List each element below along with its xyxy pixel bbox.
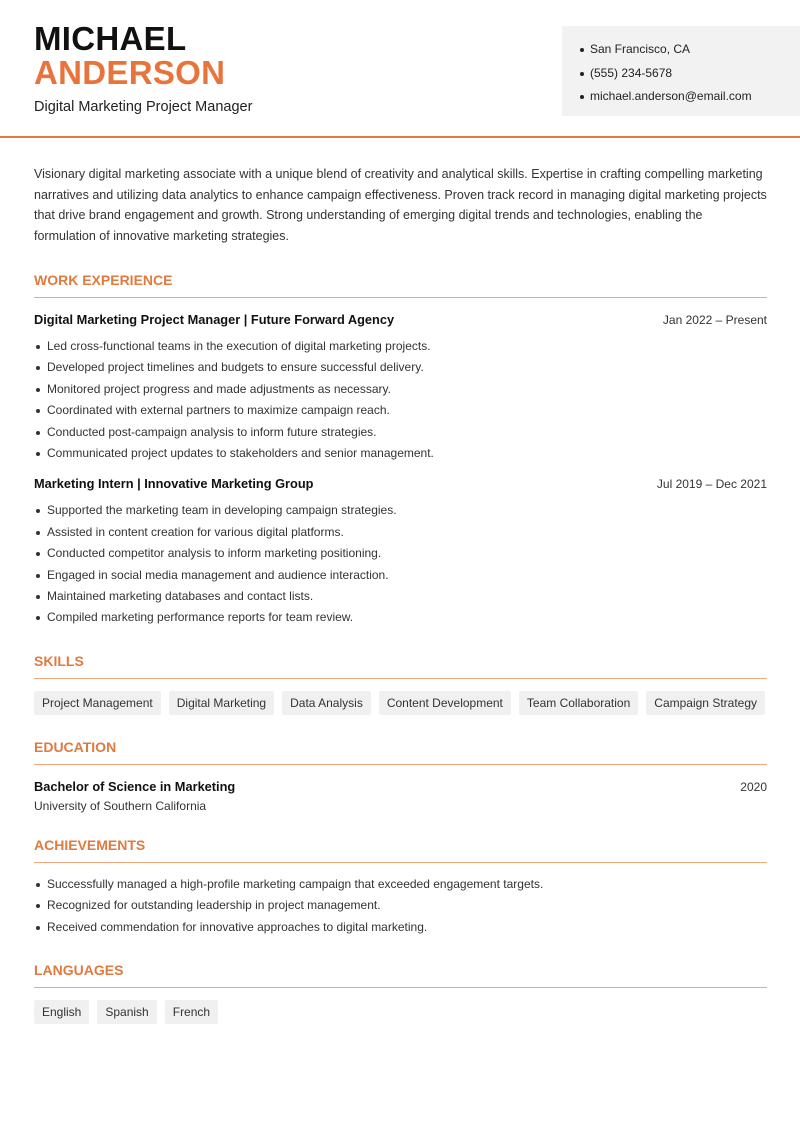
skill-tag: Project Management: [34, 691, 161, 715]
skill-tag: Data Analysis: [282, 691, 371, 715]
section-title-languages: LANGUAGES: [34, 962, 767, 988]
achievement-item: Recognized for outstanding leadership in project management.: [34, 895, 767, 916]
job-role: Digital Marketing Project Manager | Future Forward Agency: [34, 312, 395, 327]
languages-list: [34, 1000, 767, 1024]
job-bullet: Conducted competitor analysis to inform marketing positioning.: [34, 543, 767, 564]
contact-location: San Francisco, CA: [580, 38, 800, 62]
language-tag: Spanish: [97, 1000, 156, 1024]
job-dates: Jan 2022 – Present: [662, 313, 767, 327]
skills-section: [34, 653, 767, 715]
job-dates: Jul 2019 – Dec 2021: [656, 477, 767, 492]
job-bullet: Communicated project updates to stakeholders and senior management.: [34, 443, 767, 464]
resume-header: [0, 0, 800, 138]
job-title: Digital Marketing Project Manager: [34, 99, 253, 115]
job-bullet: Led cross-functional teams in the execution of digital marketing projects.: [34, 336, 767, 357]
job-bullet: Coordinated with external partners to maximize campaign reach.: [34, 400, 767, 421]
work-experience-section: [34, 272, 767, 629]
job-role: Marketing Intern | Innovative Marketing Group: [34, 476, 314, 492]
summary-paragraph: Visionary digital marketing associate with a unique blend of creativity and analytical skills. Expertise in crafting compelling marketing narratives and utilizing data analytics to enhance campaign effectiveness. Proven track record in managing digital marketing projects that drive brand engagement and growth. Strong understanding of emerging digital trends and technologies, enabling the formulation of innovative marketing strategies.: [34, 167, 767, 243]
first-name: MICHAEL: [34, 20, 187, 57]
job-bullet: Developed project timelines and budgets to ensure successful delivery.: [34, 357, 767, 378]
contact-box: [562, 26, 800, 116]
achievement-item: Received commendation for innovative approaches to digital marketing.: [34, 917, 767, 938]
job-entry: [34, 476, 767, 628]
last-name: ANDERSON: [34, 54, 226, 91]
achievements-section: [34, 837, 767, 938]
contact-phone: (555) 234-5678: [580, 62, 800, 86]
job-bullet: Assisted in content creation for various digital platforms.: [34, 522, 767, 543]
job-bullet: Engaged in social media management and audience interaction.: [34, 565, 767, 586]
skill-tag: Content Development: [379, 691, 511, 715]
section-title-education: EDUCATION: [34, 739, 767, 765]
achievement-item: Successfully managed a high-profile marketing campaign that exceeded engagement targets.: [34, 874, 767, 895]
job-bullet: Compiled marketing performance reports for team review.: [34, 607, 767, 628]
education-school: University of Southern California: [34, 798, 207, 813]
job-entry: [34, 312, 767, 464]
education-degree: Bachelor of Science in Marketing: [34, 778, 236, 794]
section-title-work: WORK EXPERIENCE: [34, 272, 767, 298]
languages-section: [34, 962, 767, 1024]
skill-tag: Digital Marketing: [169, 691, 274, 715]
resume-body: [34, 164, 767, 1024]
job-bullet: Monitored project progress and made adjustments as necessary.: [34, 379, 767, 400]
candidate-name: [34, 22, 225, 90]
section-title-skills: SKILLS: [34, 653, 767, 679]
job-bullet: Maintained marketing databases and contact lists.: [34, 586, 767, 607]
education-section: [34, 739, 767, 813]
skill-tag: Campaign Strategy: [646, 691, 765, 715]
education-entry: [34, 779, 767, 813]
language-tag: English: [34, 1000, 89, 1024]
job-bullet: Supported the marketing team in developing campaign strategies.: [34, 500, 767, 521]
skills-list: [34, 691, 767, 715]
job-bullet: Conducted post-campaign analysis to inform future strategies.: [34, 422, 767, 443]
skill-tag: Team Collaboration: [519, 691, 638, 715]
education-year: 2020: [740, 779, 767, 794]
language-tag: French: [165, 1000, 218, 1024]
section-title-achievements: ACHIEVEMENTS: [34, 837, 767, 863]
contact-email[interactable]: michael.anderson@email.com: [580, 85, 800, 109]
